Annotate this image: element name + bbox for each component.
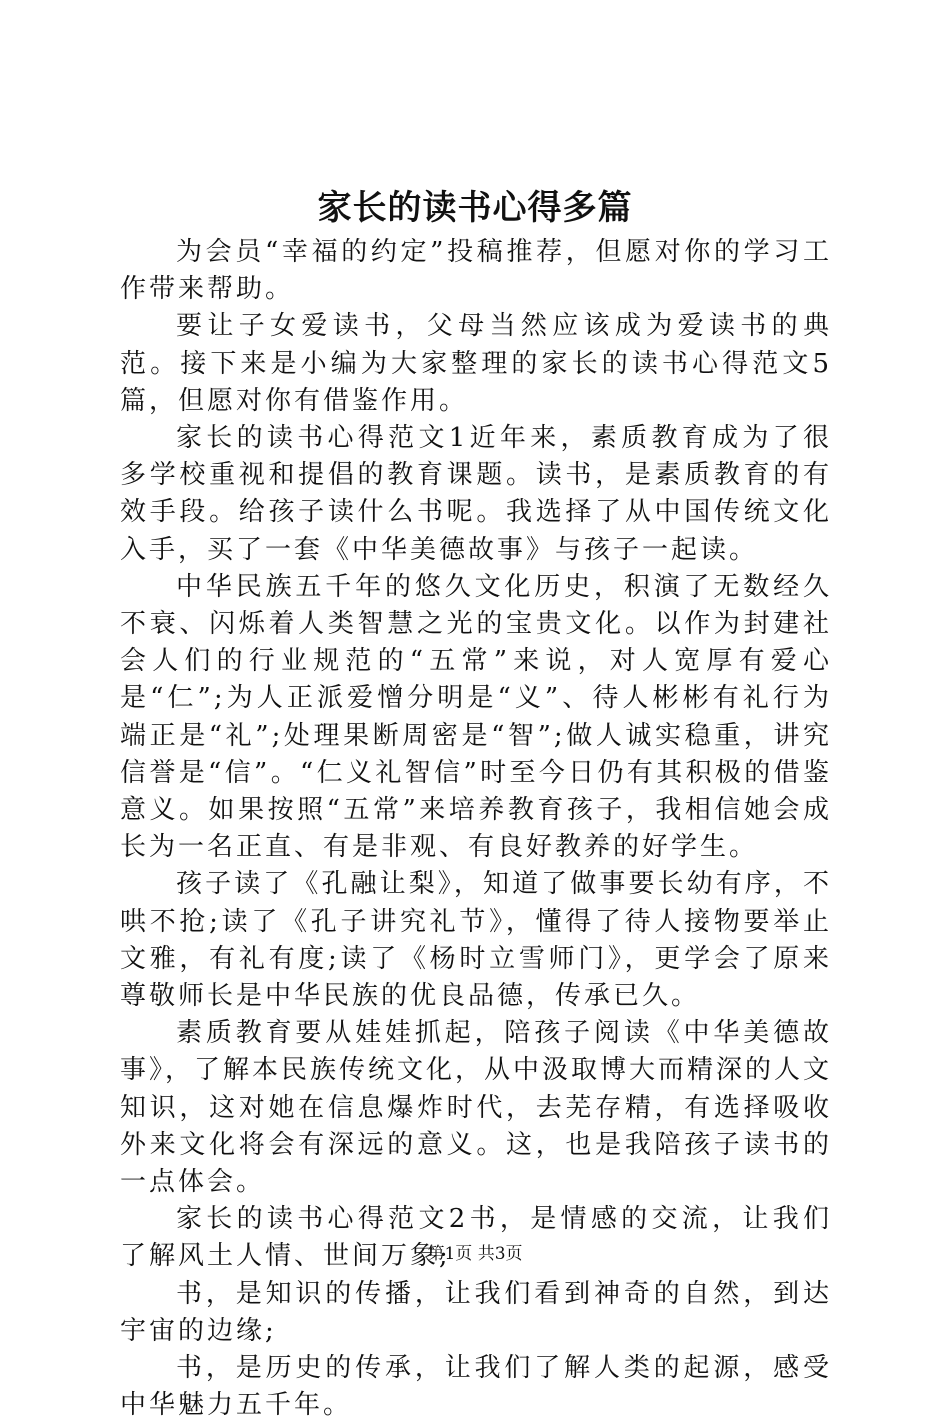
paragraph: 为会员“幸福的约定”投稿推荐，但愿对你的学习工作带来帮助。: [120, 237, 832, 305]
paragraph: 家长的读书心得范文1近年来，素质教育成为了很多学校重视和提倡的教育课题。读书，是素质教育的有效手段。给孩子读什么书呢。我选择了从中国传统文化入手，买了一套《中华美德故事》与孩子一起读。: [120, 423, 832, 565]
paragraph: 要让子女爱读书，父母当然应该成为爱读书的典范。接下来是小编为大家整理的家长的读书心得范文5篇，但愿对你有借鉴作用。: [120, 311, 832, 416]
paragraph: 中华民族五千年的悠久文化历史，积演了无数经久不衰、闪烁着人类智慧之光的宝贵文化。以作为封建社会人们的行业规范的“五常”来说，对人宽厚有爱心是“仁”;为人正派爱憎分明是“义”、待人彬彬有礼行为端正是“礼”;处理果断周密是“智”;做人诚实稳重，讲究信誉是“信”。“仁义礼智信”时至今日仍有其积极的借鉴意义。如果按照“五常”来培养教育孩子，我相信她会成长为一名正直、有是非观、有良好教养的好学生。: [120, 571, 832, 863]
paragraph: 书，是历史的传承，让我们了解人类的起源，感受中华魅力五千年。: [120, 1353, 832, 1421]
document-title: 家长的读书心得多篇: [317, 188, 633, 228]
paragraph: 素质教育要从娃娃抓起，陪孩子阅读《中华美德故事》，了解本民族传统文化，从中汲取博大而精深的人文知识，这对她在信息爆炸时代，去芜存精，有选择吸收外来文化将会有深远的意义。这，也是我陪孩子读书的一点体会。: [120, 1018, 833, 1198]
paragraph: 书，是知识的传播，让我们看到神奇的自然，到达宇宙的边缘;: [120, 1278, 832, 1346]
paragraph: 家长的读书心得范文2书，是情感的交流，让我们了解风土人情、世间万象;: [120, 1204, 832, 1272]
paragraph: 孩子读了《孔融让梨》，知道了做事要长幼有序，不哄不抢;读了《孔子讲究礼节》，懂得了待人接物要举止文雅，有礼有度;读了《杨时立雪师门》，更学会了原来尊敬师长是中华民族的优良品德，传承已久。: [120, 869, 832, 1012]
page-number-footer: 第1页 共3页: [427, 1244, 523, 1264]
